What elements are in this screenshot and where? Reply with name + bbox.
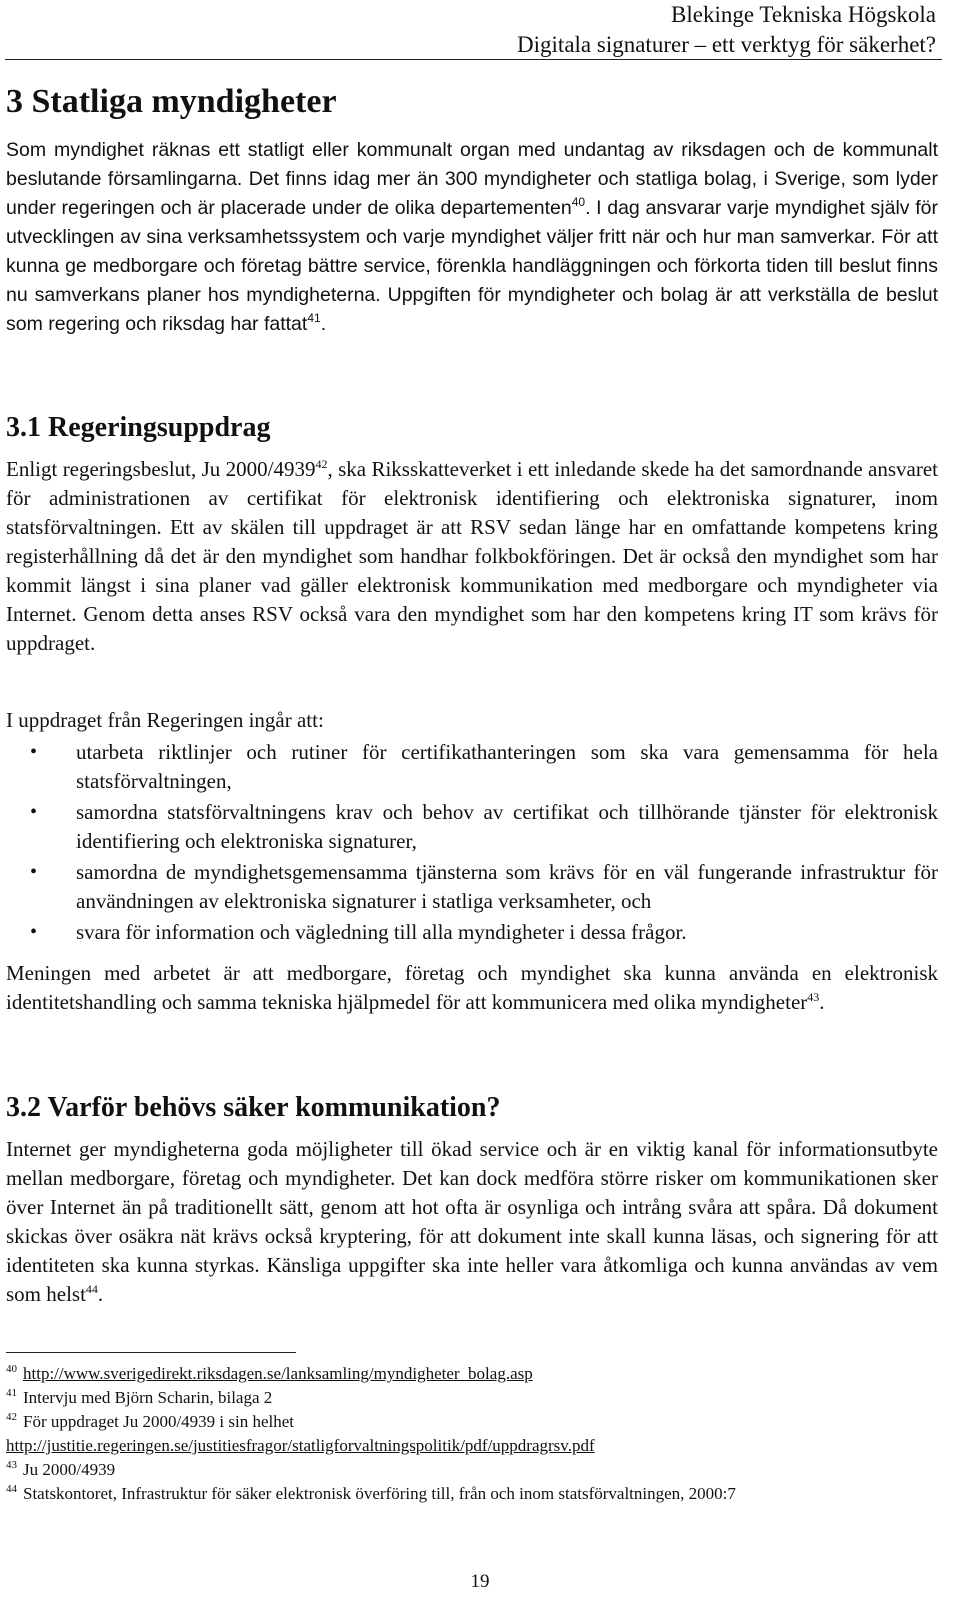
list-item bbox=[6, 918, 938, 947]
footnote-number: 41 bbox=[6, 1387, 17, 1399]
footnote-item bbox=[6, 1482, 942, 1506]
purpose-text-a: Meningen med arbetet är att medborgare, företag och myndighet ska kunna använda en elektronisk identitetshandling och samma tekniska hjälpmedel för att kommunicera med olika myndigheter bbox=[6, 961, 938, 1014]
footnote-ref-43[interactable]: 43 bbox=[807, 990, 820, 1004]
list-item-text: utarbeta riktlinjer och rutiner för certifikathanteringen som ska vara gemensamma för hela statsförvaltningen, bbox=[76, 740, 938, 793]
header-title: Digitala signaturer – ett verktyg för säkerhet? bbox=[517, 32, 936, 57]
footnote-ref-40[interactable]: 40 bbox=[571, 195, 586, 209]
footnote-text: För uppdraget Ju 2000/4939 i sin helhet bbox=[23, 1412, 295, 1431]
section-3-1-paragraph bbox=[6, 455, 938, 658]
section-3-2-text-a: Internet ger myndigheterna goda möjligheter till ökad service och är en viktig kanal för informationsutbyte mellan medborgare, företag och myndigheter. Det kan dock medföra större risker om kommunikationen sker över Internet än på traditionellt sätt, genom att hot ofta är osynliga och intrång svåra att spåra. Då dokument skickas över osäkra nät krävs också kryptering, för att dokument inte skall kunna läsas, och signering för att identiteten ska kunna styrkas. Känsliga uppgifter ska inte heller vara åtkomliga och kunna användas av vem som helst bbox=[6, 1137, 938, 1306]
header-institution: Blekinge Tekniska Högskola bbox=[671, 2, 936, 27]
section-3-1-text-b: , ska Riksskatteverket i ett inledande skede ha det samordnande ansvaret för administrationen av certifikat för elektronisk identifiering och elektroniska signaturer, inom statsförvaltningen. Ett av skälen till uppdraget är att RSV sedan länge har en omfattande kompetens kring registerhållning då det är den myndighet som handhar folkbokföringen. Det är också den myndighet som har kommit längst i sina planer vad gäller elektronisk kommunikation med medborgare och myndigheter via Internet. Genom detta anses RSV också vara den myndighet som har den kompetens kring IT som krävs för uppdraget. bbox=[6, 457, 938, 655]
footnote-item bbox=[6, 1386, 942, 1410]
list-item bbox=[6, 738, 938, 796]
page-number: 19 bbox=[470, 1571, 490, 1592]
bullet-icon: • bbox=[30, 861, 38, 883]
footnote-item bbox=[6, 1362, 942, 1386]
bullet-icon: • bbox=[30, 741, 38, 763]
footnote-text: Intervju med Björn Scharin, bilaga 2 bbox=[23, 1388, 273, 1407]
footnote-ref-42[interactable]: 42 bbox=[315, 457, 328, 471]
header-divider bbox=[5, 59, 942, 60]
footnote-ref-41[interactable]: 41 bbox=[307, 311, 321, 325]
footnote-item bbox=[6, 1458, 942, 1482]
footnote-ref-44[interactable]: 44 bbox=[85, 1282, 98, 1296]
list-item bbox=[6, 798, 938, 856]
footnote-text: Statskontoret, Infrastruktur för säker elektronisk överföring till, från och inom statsförvaltningen, 2000:7 bbox=[23, 1484, 736, 1503]
footnote-divider bbox=[6, 1352, 296, 1353]
purpose-text-b: . bbox=[819, 990, 825, 1014]
chapter-intro-paragraph bbox=[6, 136, 938, 339]
list-item-text: samordna de myndighetsgemensamma tjänsterna som krävs för en väl fungerande infrastruktur för användningen av elektroniska signaturer i statliga verksamheter, och bbox=[76, 860, 938, 913]
footnote-number: 44 bbox=[6, 1483, 17, 1495]
chapter-intro-text-b: . I dag ansvarar varje myndighet själv för utvecklingen av sina verksamhetssystem och varje myndighet väljer fritt när och hur man samverkar. För att kunna ge medborgare och företag bättre service, förenkla handläggningen och förkorta tiden till beslut finns nu samverkans planer hos myndigheterna. Uppgiften för myndigheter och bolag är att verkställa de beslut som regering och riksdag har fattat bbox=[6, 197, 938, 335]
footnote-text: Ju 2000/4939 bbox=[23, 1460, 116, 1479]
section-heading-3-1: 3.1 Regeringsuppdrag bbox=[6, 412, 271, 443]
section-heading-3-2: 3.2 Varför behövs säker kommunikation? bbox=[6, 1092, 501, 1123]
footnote-number: 42 bbox=[6, 1411, 17, 1423]
list-item-text: samordna statsförvaltningens krav och behov av certifikat och tillhörande tjänster för elektronisk identifiering och elektroniska signaturer, bbox=[76, 800, 938, 853]
chapter-heading: 3 Statliga myndigheter bbox=[6, 83, 337, 120]
chapter-intro-text-a: Som myndighet räknas ett statligt eller kommunalt organ med undantag av riksdagen och de kommunalt beslutande församlingarna. Det finns idag mer än 300 myndigheter och statliga bolag, i Sverige, som lyder under regeringen och är placerade under de olika departementen bbox=[6, 139, 938, 219]
footnote-item bbox=[6, 1434, 942, 1458]
assignment-list bbox=[6, 738, 938, 949]
chapter-intro-text-c: . bbox=[320, 313, 327, 335]
footnote-link[interactable]: http://justitie.regeringen.se/justitiesfragor/statligforvaltningspolitik/pdf/uppdragrsv.pdf bbox=[6, 1436, 595, 1455]
list-item-text: svara för information och vägledning till alla myndigheter i dessa frågor. bbox=[76, 920, 687, 944]
footnote-link[interactable]: http://www.sverigedirekt.riksdagen.se/lanksamling/myndigheter_bolag.asp bbox=[23, 1364, 533, 1383]
section-3-1-text-a: Enligt regeringsbeslut, Ju 2000/4939 bbox=[6, 457, 316, 481]
footnote-item bbox=[6, 1410, 942, 1434]
bullet-icon: • bbox=[30, 921, 38, 943]
list-item bbox=[6, 858, 938, 916]
section-3-2-paragraph bbox=[6, 1135, 938, 1309]
footnotes bbox=[6, 1362, 942, 1506]
purpose-paragraph bbox=[6, 959, 938, 1017]
bullet-icon: • bbox=[30, 801, 38, 823]
section-3-2-text-b: . bbox=[97, 1282, 104, 1306]
list-intro: I uppdraget från Regeringen ingår att: bbox=[6, 708, 324, 732]
footnote-number: 43 bbox=[6, 1459, 17, 1471]
running-header bbox=[517, 0, 936, 60]
footnote-number: 40 bbox=[6, 1363, 17, 1375]
